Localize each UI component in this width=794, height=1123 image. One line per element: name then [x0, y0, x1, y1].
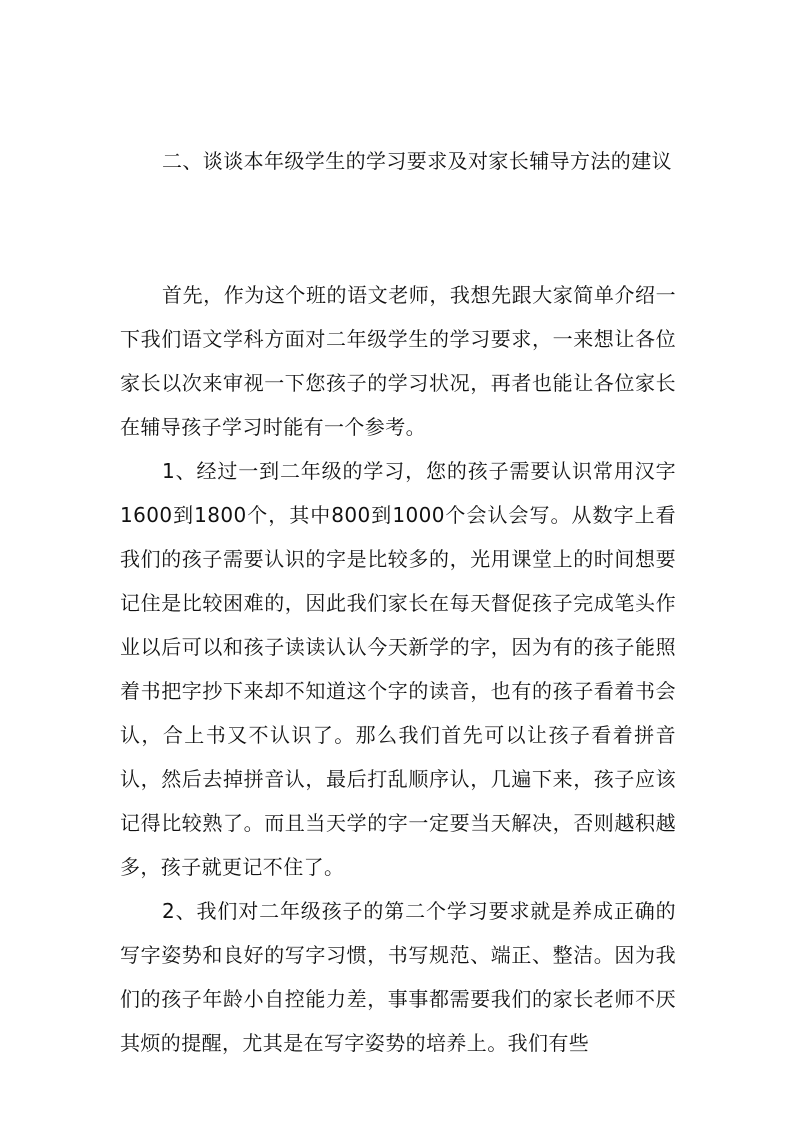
section-heading: 二、谈谈本年级学生的学习要求及对家长辅导方法的建议	[162, 149, 672, 173]
paragraph-requirement-1: 1、经过一到二年级的学习，您的孩子需要认识常用汉字1600到1800个，其中800到1000个会认会写。从数字上看我们的孩子需要认识的字是比较多的，光用课堂上的时间想要记住是比较困难的，因此我们家长在每天督促孩子完成笔头作业以后可以和孩子读读认认今天新学的字，因为有的孩子能照着书把字抄下来却不知道这个字的读音，也有的孩子看着书会认，合上书又不认识了。那么我们首先可以让孩子看着拼音认，然后去掉拼音认，最后打乱顺序认，几遍下来，孩子应该记得比较熟了。而且当天学的字一定要当天解决，否则越积越多，孩子就更记不住了。	[120, 459, 676, 879]
paragraph-intro: 首先，作为这个班的语文老师，我想先跟大家简单介绍一下我们语文学科方面对二年级学生的学习要求，一来想让各位家长以次来审视一下您孩子的学习状况，再者也能让各位家长在辅导孩子学习时能有一个参考。	[120, 283, 676, 439]
paragraph-requirement-2: 2、我们对二年级孩子的第二个学习要求就是养成正确的写字姿势和良好的写字习惯，书写规范、端正、整洁。因为我们的孩子年龄小自控能力差，事事都需要我们的家长老师不厌其烦的提醒，尤其是在写字姿势的培养上。我们有些	[120, 899, 676, 1055]
document-body	[120, 139, 676, 1065]
